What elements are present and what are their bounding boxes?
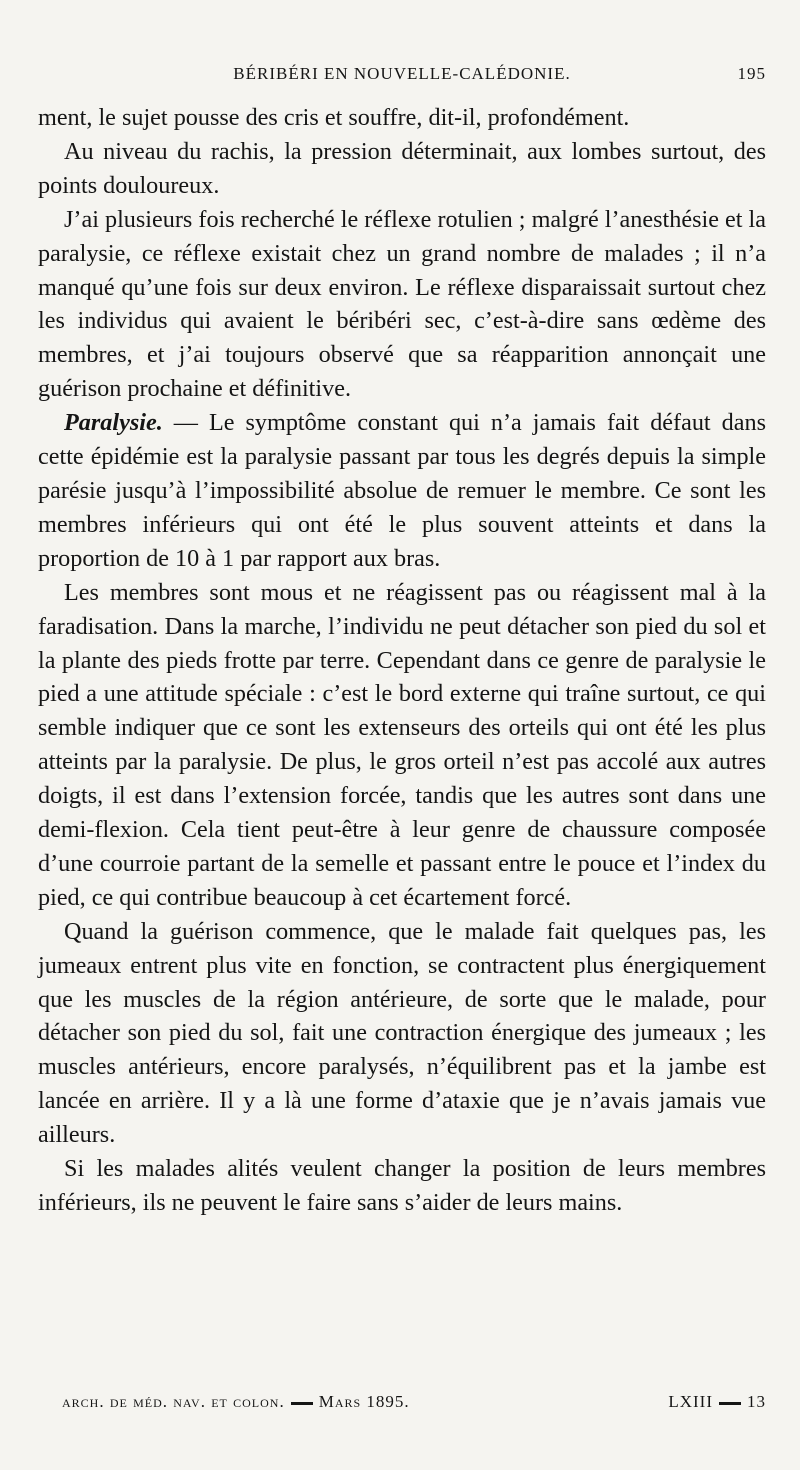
dash-divider	[291, 1402, 313, 1405]
paragraph-paralysie	[38, 406, 766, 576]
page-footer	[62, 1392, 766, 1420]
paragraph-text: — Le symptôme constant qui n’a jamais fait défaut dans cette épidémie est la paralysie passant par tous les degrés depuis la simple parésie jusqu’à l’impossibilité absolue de remuer le membre. Ce sont les membres inférieurs qui ont été le plus souvent atteints et dans la proportion de 10 à 1 par rapport aux bras.	[38, 409, 766, 572]
body-text	[38, 101, 766, 1220]
paragraph: ment, le sujet pousse des cris et souffre, dit-il, profondément.	[38, 104, 630, 131]
footer-journal	[62, 1392, 410, 1412]
sheet-number: 13	[747, 1392, 766, 1411]
running-title: BÉRIBÉRI EN NOUVELLE-CALÉDONIE.	[233, 64, 571, 83]
paragraph: Au niveau du rachis, la pression déterminait, aux lombes surtout, des points douloureux.	[38, 137, 766, 199]
issue-date: Mars 1895.	[318, 1392, 410, 1411]
paragraph: Si les malades alités veulent changer la position de leurs membres inférieurs, ils ne peuvent le faire sans s’aider de leurs mains.	[38, 1155, 766, 1216]
paragraph: J’ai plusieurs fois recherché le réflexe rotulien ; malgré l’anesthésie et la paralysie, ce réflexe existait chez un grand nombre de malades ; il n’a manqué qu’une fois sur deux environ. Le réflexe disparaissait surtout chez les individus qui avaient le béribéri sec, c’est-à-dire sans œdème des membres, et j’ai toujours observé que sa réapparition annonçait une guérison prochaine et définitive.	[38, 205, 766, 403]
section-lead: Paralysie.	[64, 409, 163, 437]
sheet-volume: LXIII	[668, 1392, 713, 1411]
page-number: 195	[737, 64, 766, 83]
running-header	[38, 64, 766, 90]
journal-title: arch. de méd. nav. et colon.	[62, 1392, 285, 1411]
dash-divider	[719, 1402, 741, 1405]
sheet-signature	[668, 1392, 766, 1412]
paragraph: Quand la guérison commence, que le malade fait quelques pas, les jumeaux entrent plus vite en fonction, se contractent plus énergiquement que les muscles de la région antérieure, de sorte que le malade, pour détacher son pied du sol, fait une contraction énergique des jumeaux ; les muscles antérieurs, encore paralysés, n’équilibrent pas et la jambe est lancée en arrière. Il y a là une forme d’ataxie que je n’avais jamais vue ailleurs.	[38, 917, 766, 1149]
paragraph: Les membres sont mous et ne réagissent pas ou réagissent mal à la faradisation. Dans la marche, l’individu ne peut détacher son pied du sol et la plante des pieds frotte par terre. Cependant dans ce genre de paralysie le pied a une attitude spéciale : c’est le bord externe qui traîne surtout, ce qui semble indiquer que ce sont les extenseurs des orteils qui ont été les plus atteints par la paralysie. De plus, le gros orteil n’est pas accolé aux autres doigts, il est dans l’extension forcée, tandis que les autres sont dans une demi-flexion. Cela tient peut-être à leur genre de chaussure composée d’une courroie partant de la semelle et passant entre le pouce et l’index du pied, ce qui contribue beaucoup à cet écartement forcé.	[38, 578, 766, 911]
